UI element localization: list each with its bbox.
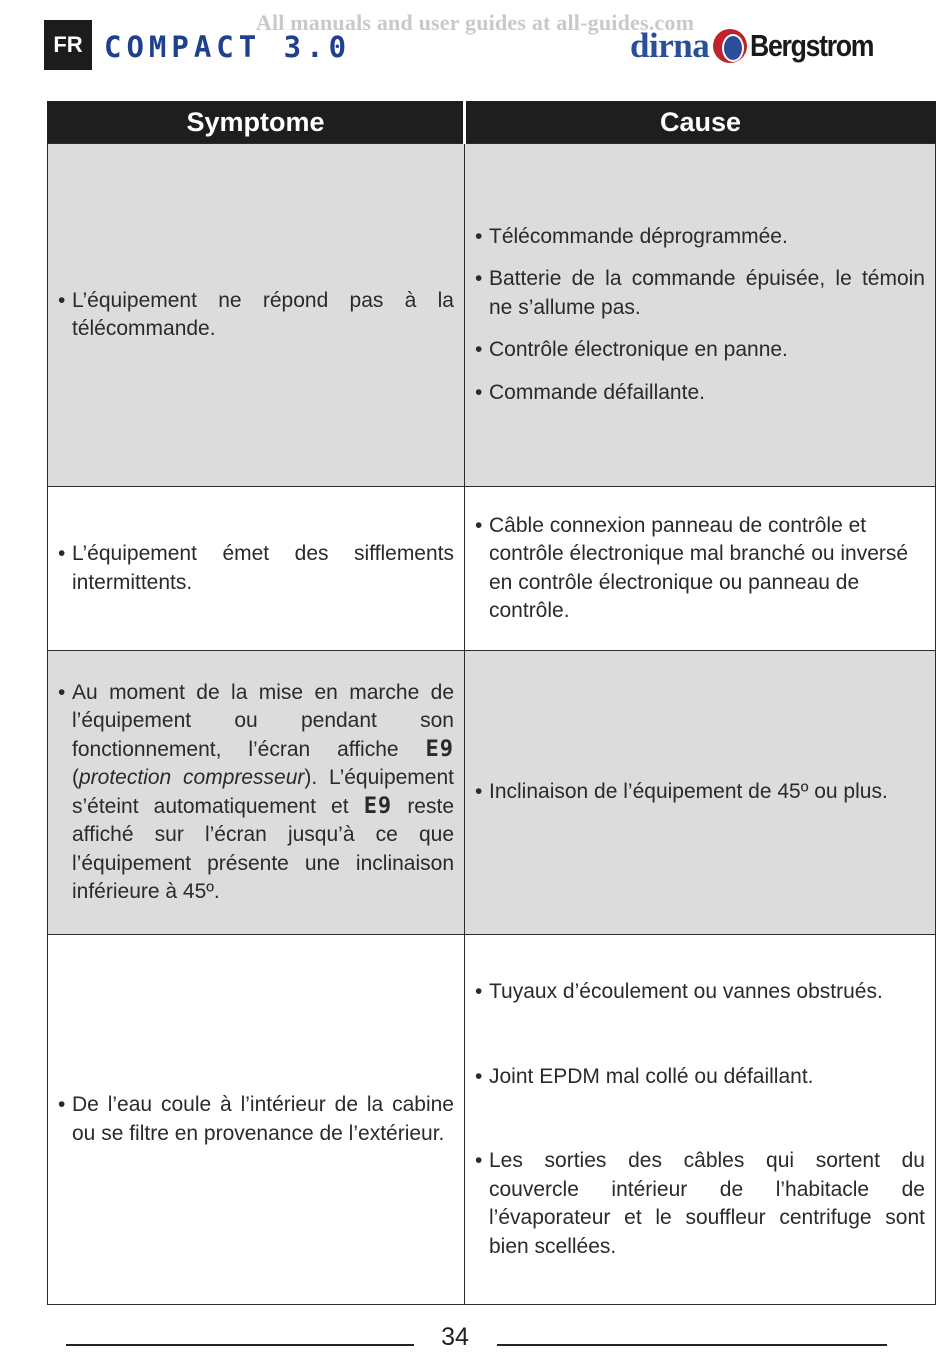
cause-item: • Les sorties des câbles qui sortent du couvercle intérieur de l’habitacle de l’évaporateur et le souffleur centrifuge sont bien scellées. <box>475 1149 925 1258</box>
footer-rule-right <box>497 1344 887 1346</box>
brand-globe-icon <box>713 29 747 63</box>
symptom-item: • De l’eau coule à l’intérieur de la cabine ou se filtre en provenance de l’extérieur. <box>58 1093 454 1145</box>
symptom-cell <box>48 935 465 1305</box>
table-row <box>48 651 936 935</box>
symptom-cell <box>48 487 465 651</box>
language-badge: FR <box>44 20 92 70</box>
column-header-symptom: Symptome <box>48 101 465 144</box>
symptom-item: • Au moment de la mise en marche de l’équipement ou pendant son fonctionnement, l’écran affiche E9 (protection compresseur). L’équipement s’éteint automatiquement et E9 reste affiché sur l’écran jusqu’à ce que l’équipement présente une inclinaison inférieure à 45º. <box>58 680 454 903</box>
symptom-cell <box>48 144 465 487</box>
brand-bergstrom: Bergstrom <box>750 28 874 63</box>
cause-item: • Télécommande déprogrammée. <box>475 224 788 248</box>
page-number: 34 <box>441 1323 469 1351</box>
brand-logo <box>630 26 893 66</box>
cause-item: • Câble connexion panneau de contrôle et contrôle électronique mal branché ou inversé en contrôle électronique ou panneau de contrôle. <box>475 513 909 622</box>
troubleshooting-table <box>47 101 936 1305</box>
table-row <box>48 935 936 1305</box>
cause-item: • Contrôle électronique en panne. <box>475 338 788 362</box>
table-row <box>48 144 936 487</box>
footer-rule-left <box>66 1344 414 1346</box>
error-code-e9: E9 <box>363 793 393 819</box>
cause-cell <box>465 144 936 487</box>
brand-dirna: dirna <box>630 26 710 65</box>
product-title: COMPACT 3.0 <box>104 30 352 64</box>
cause-item: • Joint EPDM mal collé ou défaillant. <box>475 1064 814 1088</box>
cause-item: • Batterie de la commande épuisée, le témoin ne s’allume pas. <box>475 267 925 319</box>
cause-cell <box>465 935 936 1305</box>
error-code-e9: E9 <box>425 736 454 762</box>
cause-cell <box>465 651 936 935</box>
cause-item: • Commande défaillante. <box>475 380 705 404</box>
table-row <box>48 487 936 651</box>
symptom-item: • L’équipement ne répond pas à la télécommande. <box>58 288 454 340</box>
cause-item: • Tuyaux d’écoulement ou vannes obstrués. <box>475 980 883 1003</box>
cause-item: • Inclinaison de l’équipement de 45º ou plus. <box>475 780 888 804</box>
symptom-cell <box>48 651 465 935</box>
cause-cell <box>465 487 936 651</box>
symptom-item: • L’équipement émet des sifflements intermittents. <box>58 542 454 594</box>
column-header-cause: Cause <box>465 101 936 144</box>
watermark: All manuals and user guides at all-guides.com <box>255 10 695 35</box>
